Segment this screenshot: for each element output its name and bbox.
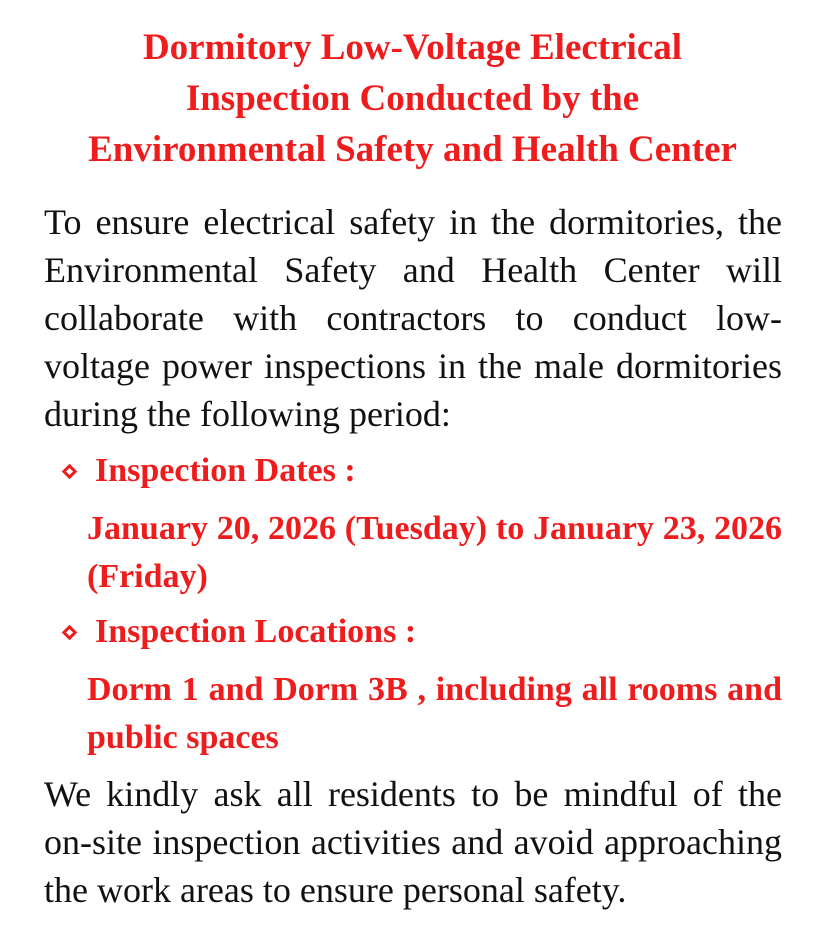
section-heading-label: Inspection Dates : [95, 452, 356, 489]
title-line: Inspection Conducted by the [185, 78, 640, 119]
notice-title [20, 22, 805, 175]
intro-paragraph: To ensure electrical safety in the dormitories, the Environmental Safety and Health Center will collaborate with contractors to conduct low-voltage power inspections in the male dormitories during the following period: [44, 202, 782, 434]
inspection-locations-detail: Dorm 1 and Dorm 3B , including all rooms and public spaces [87, 671, 782, 756]
closing-paragraph: We kindly ask all residents to be mindful of the on-site inspection activities and avoid approaching the work areas to ensure personal safety. [44, 774, 782, 910]
title-line: Environmental Safety and Health Center [88, 129, 737, 170]
diamond-outline-icon [62, 624, 78, 640]
inspection-locations-heading [62, 608, 416, 656]
title-line: Dormitory Low-Voltage Electrical [142, 27, 683, 68]
inspection-dates-heading [62, 447, 356, 495]
diamond-outline-icon [62, 463, 78, 479]
section-heading-label: Inspection Locations : [95, 613, 417, 650]
inspection-dates-detail: January 20, 2026 (Tuesday) to January 23, 2026 (Friday) [87, 510, 782, 595]
